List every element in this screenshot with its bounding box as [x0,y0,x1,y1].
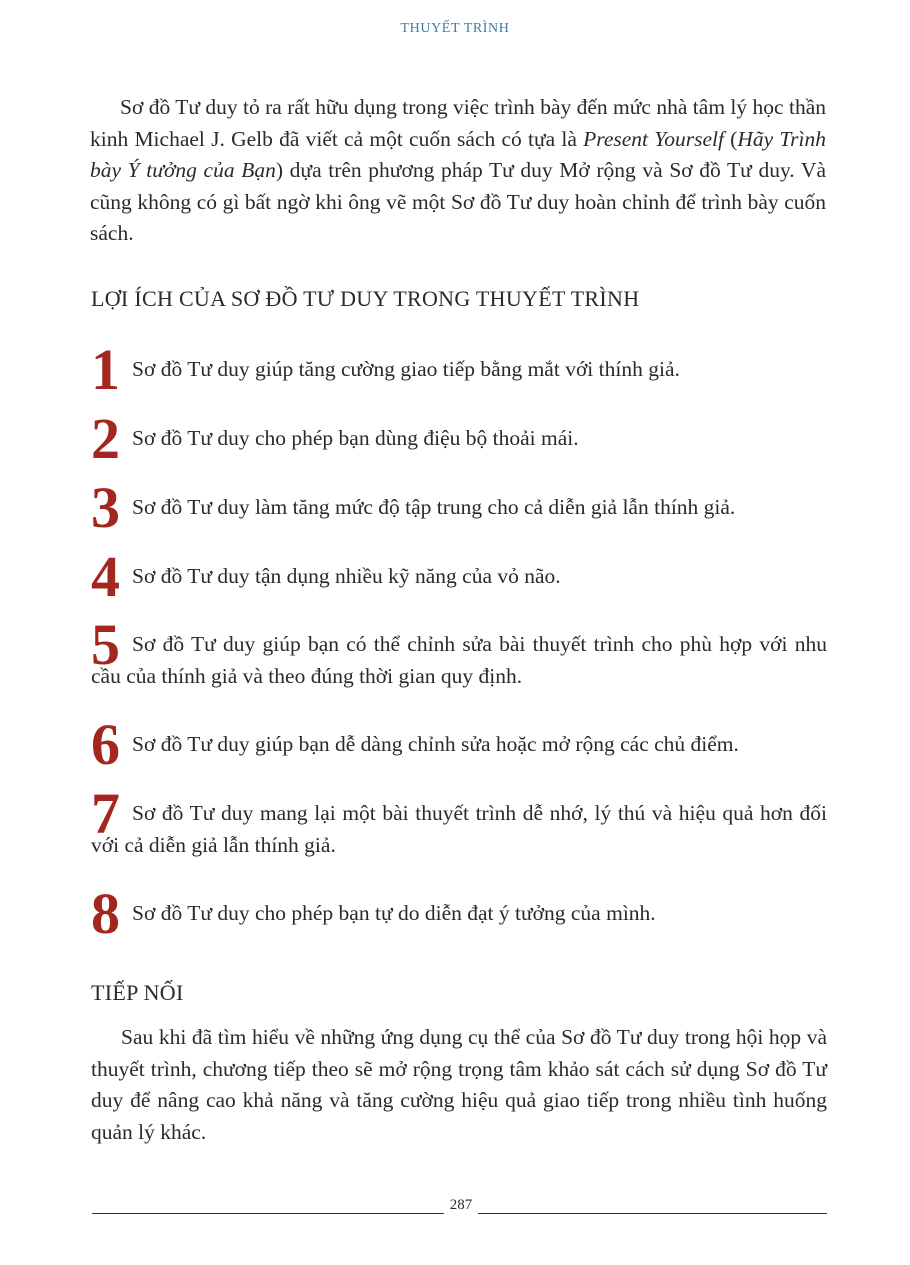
benefit-item-4 [91,540,827,609]
benefit-text: Sơ đồ Tư duy làm tăng mức độ tập trung cho cả diễn giả lẫn thính giả. [132,495,736,519]
next-section-paragraph: Sau khi đã tìm hiểu về những ứng dụng cụ thể của Sơ đồ Tư duy trong hội họp và thuyết trình, chương tiếp theo sẽ mở rộng trọng tâm khảo sát cách sử dụng Sơ đồ Tư duy để nâng cao khả năng và tăng cường hiệu quả giao tiếp trong nhiều tình huống quản lý khác. [91,1025,827,1144]
book-title-vietnamese: Hãy Trình bày Ý tưởng của Bạn [90,126,826,182]
benefit-text: Sơ đồ Tư duy mang lại một bài thuyết trình dễ nhớ, lý thú và hiệu quả hơn đối với cả diễn giả lẫn thính giả. [91,801,827,857]
benefit-number: 8 [91,881,120,946]
book-title: Present Yourself [583,126,724,151]
page-footer [92,1197,827,1219]
benefits-heading: LỢI ÍCH CỦA SƠ ĐỒ TƯ DUY TRONG THUYẾT TRÌNH [91,286,640,311]
benefit-text: Sơ đồ Tư duy giúp bạn có thể chỉnh sửa bài thuyết trình cho phù hợp với nhu cầu của thính giả và theo đúng thời gian quy định. [91,632,827,688]
page-number: 287 [449,1197,473,1213]
benefit-item-5 [91,608,827,692]
intro-paragraph [90,92,826,250]
intro-text-start: Sơ đồ Tư duy tỏ ra rất hữu dụng trong việc trình bày đến mức nhà tâm lý học thần kinh Michael J. Gelb đã viết cả một cuốn sách có tựa là [90,95,826,151]
benefit-item-6 [91,708,827,777]
benefit-number: 2 [91,406,120,471]
benefit-item-2 [91,402,827,471]
benefit-text: Sơ đồ Tư duy tận dụng nhiều kỹ năng của vỏ não. [132,564,561,588]
benefit-text: Sơ đồ Tư duy cho phép bạn dùng điệu bộ thoải mái. [132,426,579,450]
benefit-number: 4 [91,544,120,609]
benefit-number: 7 [91,781,120,846]
benefit-item-7 [91,777,827,861]
benefit-item-8 [91,877,827,946]
benefit-number: 3 [91,475,120,540]
benefit-number: 1 [91,337,120,402]
benefit-number: 5 [91,612,120,677]
intro-paren-open: ( [723,126,738,151]
footer-rule-left [92,1213,444,1214]
benefit-text: Sơ đồ Tư duy giúp bạn dễ dàng chỉnh sửa hoặc mở rộng các chủ điểm. [132,732,739,756]
benefit-number: 6 [91,712,120,777]
benefit-text: Sơ đồ Tư duy cho phép bạn tự do diễn đạt ý tưởng của mình. [132,901,656,925]
next-section-heading: TIẾP NỐI [91,980,184,1005]
running-header: THUYẾT TRÌNH [400,21,510,36]
benefit-item-3 [91,471,827,540]
benefit-text: Sơ đồ Tư duy giúp tăng cường giao tiếp bằng mắt với thính giả. [132,357,680,381]
intro-text-end: ) dựa trên phương pháp Tư duy Mở rộng và Sơ đồ Tư duy. Và cũng không có gì bất ngờ khi ông vẽ một Sơ đồ Tư duy hoàn chỉnh để trình bày cuốn sách. [90,158,826,245]
benefit-item-1 [91,333,827,402]
footer-rule-right [478,1213,827,1214]
